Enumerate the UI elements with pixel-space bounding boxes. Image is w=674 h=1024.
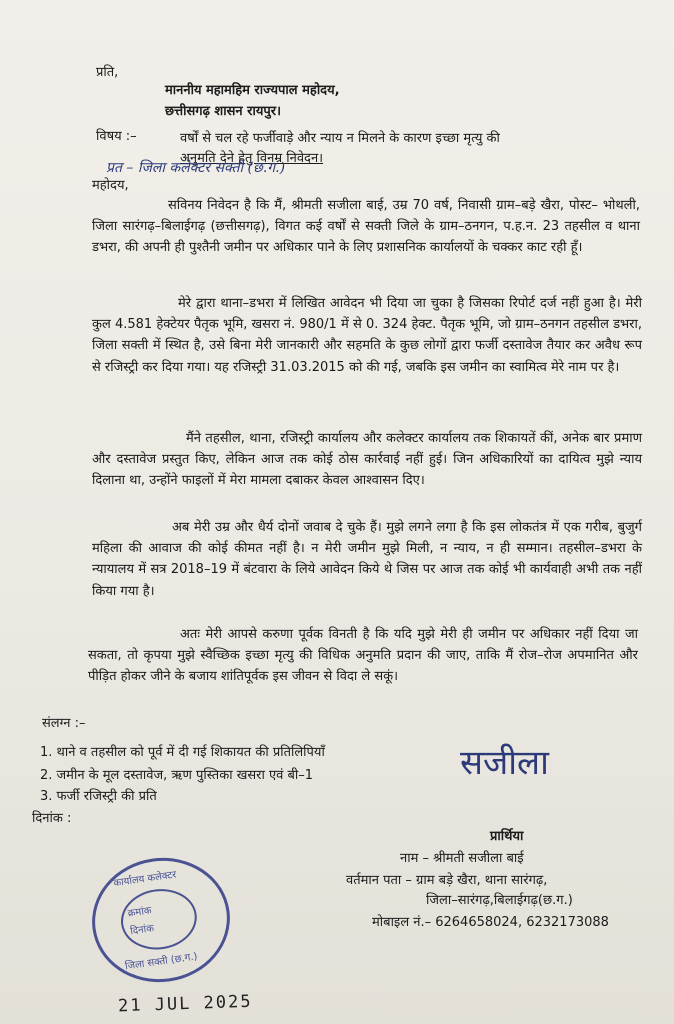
subject-line-1: वर्षों से चल रहे फर्जीवाड़े और न्याय न मिलने के कारण इच्छा मृत्यु की — [180, 131, 500, 146]
to-label: प्रति, — [96, 65, 119, 80]
applicant-title: प्रार्थिया — [490, 829, 524, 844]
applicant-address-2: जिला–सारंगढ़,बिलाईगढ़(छ.ग.) — [426, 893, 573, 908]
subject-line-2: अनुमति देने हेतु विनम्र निवेदन। — [180, 151, 324, 166]
stamp-top-text: कार्यालय कलेक्टर — [112, 869, 178, 890]
paragraph-3-text: मैंने तहसील, थाना, रजिस्ट्री कार्यालय और कलेक्टर कार्यालय तक शिकायतें कीं, अनेक बार प्रमाण और दस्तावेज प्रस्तुत किए, लेकिन आज तक कोई ठोस कार्रवाई नहीं हुई। जिन अधिकारियों का दायित्व मुझे न्याय दिलाना था, उन्होंने फाइलों में मेरा मामला दबाकर केवल आश्वासन दिए। — [92, 431, 642, 489]
paragraph-4 — [92, 517, 642, 602]
applicant-mobile: मोबाइल नं.– 6264658024, 6232173088 — [372, 915, 609, 930]
addressee-line-1: माननीय महामहिम राज्यपाल महोदय, — [165, 83, 340, 98]
enclosures-label: संलग्न :– — [42, 716, 86, 731]
paragraph-5-text: अतः मेरी आपसे करुणा पूर्वक विनती है कि यदि मुझे मेरी ही जमीन पर अधिकार नहीं दिया जा सकता, तो कृपया मुझे स्वैच्छिक इच्छा मृत्यु की विधिक अनुमति प्रदान की जाए, ताकि मैं रोज–रोज अपमानित और पीड़ित होकर जीने के बजाय शांतिपूर्वक इस जीवन से विदा ले सकूं। — [88, 627, 638, 685]
paragraph-1-text: सविनय निवेदन है कि मैं, श्रीमती सजीला बाई, उम्र 70 वर्ष, निवासी ग्राम–बड़े खैरा, पोस्ट– भोथली, जिला सारंगढ़–बिलाईगढ़ (छत्तीसगढ़), विगत कई वर्षों से सक्ती जिले के ग्राम–ठनगन, प.ह.न. 23 तहसील व थाना डभरा, की अपनी ही पुश्तैनी जमीन पर अधिकार पाने के लिए प्रशासनिक कार्यालयों के चक्कर काट रही हूँ। — [92, 198, 640, 256]
office-stamp — [84, 849, 238, 991]
paragraph-2-text: मेरे द्वारा थाना–डभरा में लिखित आवेदन भी दिया जा चुका है जिसका रिपोर्ट दर्ज नहीं हुआ है। मेरी कुल 4.581 हेक्टेयर पैतृक भूमि, खसरा नं. 980/1 में से 0. 324 हेक्ट. पैतृक भूमि, जो ग्राम–ठनगन तहसील डभरा, जिला सक्ती में स्थित है, उसे बिना मेरी जानकारी और सहमति के कुछ लोगों द्वारा फर्जी दस्तावेज तैयार कर अवैध रूप से रजिस्ट्री कर दिया गया। यह रजिस्ट्री 31.03.2015 को की गई, जबकि इस जमीन का स्वामित्व मेरे नाम पर है। — [92, 296, 642, 375]
paragraph-3 — [92, 428, 642, 492]
applicant-address-1: वर्तमान पता – ग्राम बड़े खैरा, थाना सारंगढ़, — [346, 873, 548, 888]
addressee-line-2: छत्तीसगढ़ शासन रायपुर। — [165, 104, 282, 119]
stamp-inner-text-1: क्रमांक — [127, 905, 153, 920]
handwritten-copy-note: प्रत – जिला कलेक्टर सक्ती (छ.ग.) — [106, 160, 286, 176]
applicant-name: नाम – श्रीमती सजीला बाई — [400, 851, 524, 866]
paragraph-4-text: अब मेरी उम्र और धैर्य दोनों जवाब दे चुके हैं। मुझे लगने लगा है कि इस लोकतंत्र में एक गरीब, बुजुर्ग महिला की आवाज की कोई कीमत नहीं है। न मेरी जमीन मुझे मिली, न न्याय, न ही सम्मान। तहसील–डभरा के न्यायालय में सत्र 2018–19 में बंटवारा के लिये आवेदन किये थे जिस पर आज तक कोई भी कार्यवाही अभी तक नहीं किया गया है। — [92, 520, 642, 599]
paragraph-5 — [88, 624, 638, 688]
date-label: दिनांक : — [32, 811, 72, 826]
enclosure-item-2: 2. जमीन के मूल दस्तावेज, ऋण पुस्तिका खसरा एवं बी–1 — [40, 768, 314, 783]
stamp-bottom-text: जिला सक्ती (छ.ग.) — [124, 951, 199, 973]
paragraph-2 — [92, 293, 642, 378]
enclosure-item-1: 1. थाने व तहसील को पूर्व में दी गई शिकायत की प्रतिलिपियाँ — [40, 745, 325, 760]
signature: सजीला — [460, 743, 549, 783]
subject-label: विषय :– — [96, 129, 137, 144]
salutation: महोदय, — [92, 178, 129, 193]
stamp-inner-text-2: दिनांक — [129, 923, 155, 938]
enclosure-item-3: 3. फर्जी रजिस्ट्री की प्रति — [40, 789, 157, 804]
paragraph-1 — [92, 195, 640, 259]
received-date-stamp: 21 JUL 2025 — [117, 991, 253, 1017]
